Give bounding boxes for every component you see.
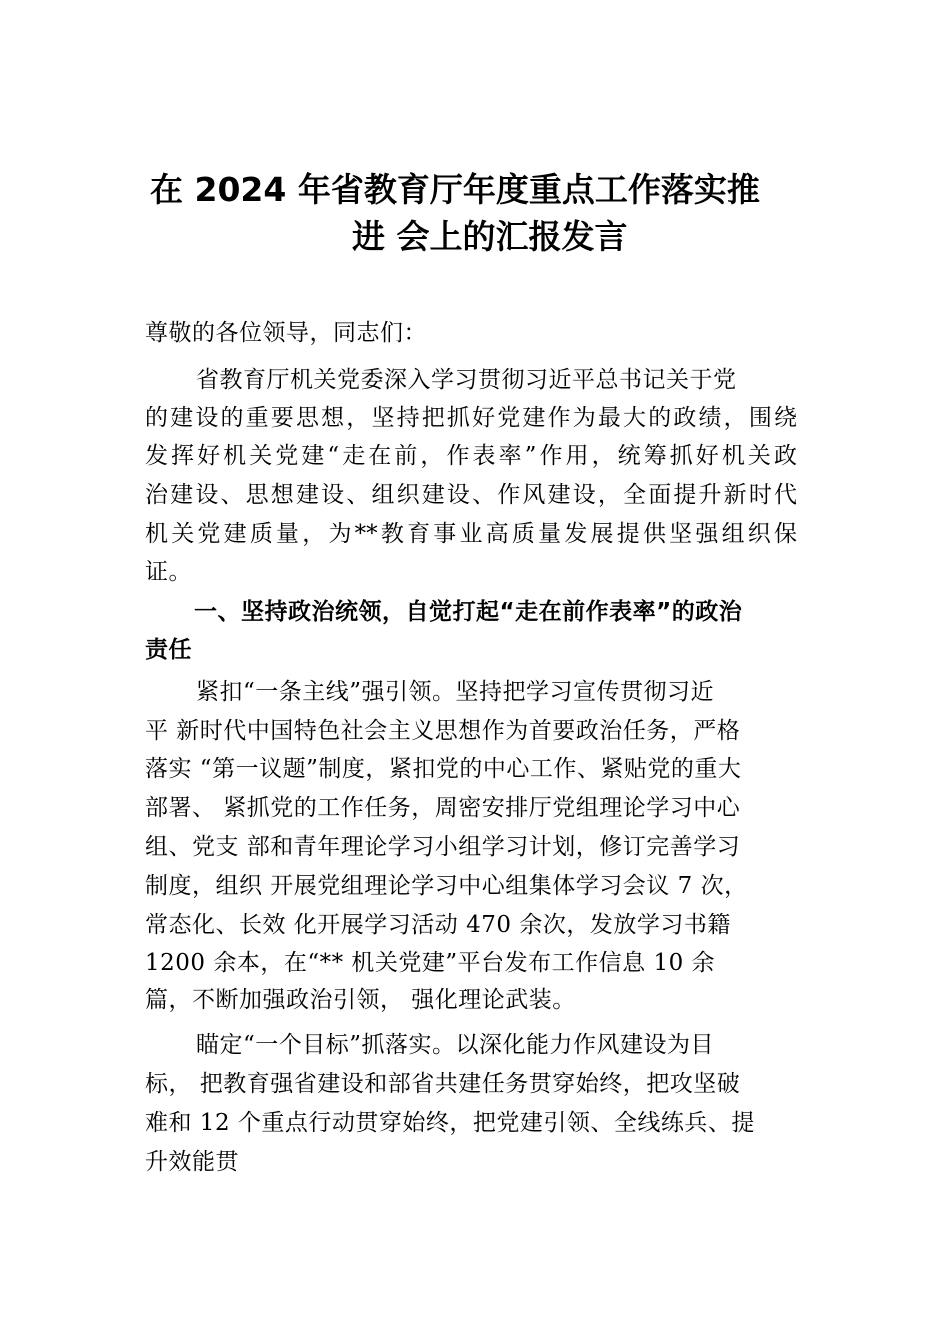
paragraph-line: 组、党支 部和青年理论学习小组学习计划，修订完善学习 <box>145 834 741 860</box>
intro-line: 证。 <box>145 559 192 585</box>
intro-line: 治建设、思想建设、组织建设、作风建设，全面提升新时代 <box>145 482 797 508</box>
intro-line: 发挥好机关党建“走在前，作表率”作用，统筹抓好机关政 <box>145 443 797 469</box>
document-title-line-2: 进 会上的汇报发言 <box>352 217 628 256</box>
paragraph-line: 标， 把教育强省建设和部省共建任务贯穿始终，把攻坚破 <box>145 1071 741 1097</box>
paragraph-line: 篇，不断加强政治引领， 强化理论武装。 <box>145 987 576 1013</box>
intro-line: 省教育厅机关党委深入学习贯彻习近平总书记关于党 <box>196 367 737 393</box>
paragraph-line: 常态化、长效 化开展学习活动 470 余次，发放学习书籍 <box>145 912 731 938</box>
section-heading-line-2: 责任 <box>145 637 192 663</box>
paragraph-line: 瞄定“一个目标”抓落实。以深化能力作风建设为目 <box>196 1032 715 1058</box>
paragraph-line: 部署、 紧抓党的工作任务，周密安排厅党组理论学习中心 <box>145 795 741 821</box>
section-heading-line-1: 一、坚持政治统领，自觉打起“走在前作表率”的政治 <box>194 599 743 625</box>
paragraph-line: 平 新时代中国特色社会主义思想作为首要政治任务，严格 <box>145 718 741 744</box>
paragraph-line: 难和 12 个重点行动贯穿始终，把党建引领、全线练兵、提 <box>145 1110 755 1136</box>
document-title-line-1: 在 2024 年省教育厅年度重点工作落实推 <box>150 170 760 209</box>
paragraph-line: 落实 “第一议题”制度，紧扣党的中心工作、紧贴党的重大 <box>145 756 742 782</box>
paragraph-line: 1200 余本，在“** 机关党建”平台发布工作信息 10 余 <box>145 950 716 976</box>
salutation: 尊敬的各位领导，同志们： <box>145 320 427 346</box>
intro-line: 机关党建质量，为**教育事业高质量发展提供坚强组织保 <box>145 521 797 547</box>
paragraph-line: 制度，组织 开展党组理论学习中心组集体学习会议 7 次， <box>145 873 748 899</box>
paragraph-line: 紧扣“一条主线”强引领。坚持把学习宣传贯彻习近 <box>196 679 715 705</box>
paragraph-line: 升效能贯 <box>145 1149 239 1175</box>
intro-line: 的建设的重要思想，坚持把抓好党建作为最大的政绩，围绕 <box>145 405 797 431</box>
